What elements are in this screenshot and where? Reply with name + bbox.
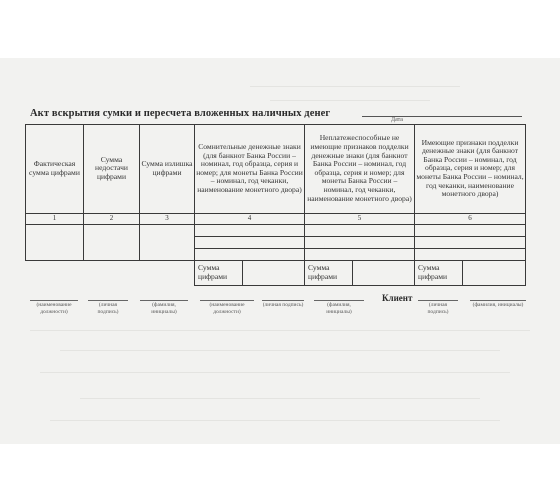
client-signature-caption: (личная подпись) <box>418 302 458 315</box>
col-shortage-header <box>84 125 140 214</box>
header-text: Сумма недостачи цифрами <box>95 154 128 182</box>
insolvent-entry-cell[interactable] <box>305 248 415 260</box>
counterfeit-entry-cell[interactable] <box>415 236 526 248</box>
col-counterfeit-header <box>415 125 526 214</box>
signature-caption: (личная подпись) <box>262 302 304 308</box>
date-label: Дата <box>391 117 403 123</box>
header-text: Сомнительные денежные знаки (для банкнот Банка России – номинал, год образца, серия и номер; для монеты Банка России – номинал, год чеканки, наименование монетного двора) <box>196 141 303 194</box>
signature-caption: (наименование должности) <box>30 302 78 315</box>
blank-area <box>26 260 195 285</box>
column-number: 5 <box>305 213 415 224</box>
doubtful-sum-field[interactable] <box>243 261 304 285</box>
insolvent-sum-field[interactable] <box>353 261 414 285</box>
bleed-through-line <box>30 330 530 331</box>
signature-caption: (личная подпись) <box>88 302 128 315</box>
insolvent-entry-cell[interactable] <box>305 236 415 248</box>
surplus-cell[interactable] <box>140 224 195 260</box>
client-name-caption: (фамилия, инициалы) <box>470 302 526 309</box>
insolvent-entry-cell[interactable] <box>305 224 415 236</box>
signature-caption: (фамилия, инициалы) <box>314 302 364 315</box>
sum-label: Сумма цифрами <box>305 261 353 285</box>
signature-caption: (фамилия, инициалы) <box>140 302 188 315</box>
actual-sum-cell[interactable] <box>26 224 84 260</box>
counterfeit-entry-cell[interactable] <box>415 248 526 260</box>
column-number: 1 <box>26 213 84 224</box>
col-doubtful-header <box>195 125 305 214</box>
column-number: 6 <box>415 213 526 224</box>
bleed-through-line <box>250 86 460 87</box>
bleed-through-line <box>40 372 510 373</box>
signature-caption: (наименование должности) <box>200 302 254 315</box>
col-actual-sum-header <box>26 125 84 214</box>
counterfeit-sum-cell <box>415 260 526 285</box>
header-text: Фактическая сумма цифрами <box>29 159 80 177</box>
header-text: Неплатежеспособные не имеющие признаков подделки денежные знаки (для банкнот Банка России – номинал, год образца, серия и номер; для монеты Банка России – номинал, год чеканки, наименование монетного двора) <box>307 133 412 203</box>
doubtful-entry-cell[interactable] <box>195 236 305 248</box>
bleed-through-line <box>50 420 500 421</box>
column-number: 2 <box>84 213 140 224</box>
column-number: 3 <box>140 213 195 224</box>
counterfeit-entry-cell[interactable] <box>415 224 526 236</box>
header-text: Сумма излишка цифрами <box>141 159 193 177</box>
sum-label: Сумма цифрами <box>415 261 463 285</box>
client-label: Клиент <box>382 293 413 303</box>
doubtful-entry-cell[interactable] <box>195 224 305 236</box>
insolvent-sum-cell <box>305 260 415 285</box>
column-number: 4 <box>195 213 305 224</box>
doubtful-entry-cell[interactable] <box>195 248 305 260</box>
counterfeit-sum-field[interactable] <box>463 261 525 285</box>
bleed-through-line <box>80 398 480 399</box>
col-surplus-header <box>140 125 195 214</box>
bleed-through-line <box>60 350 500 351</box>
sum-label: Сумма цифрами <box>195 261 243 285</box>
col-insolvent-header <box>305 125 415 214</box>
count-table <box>25 124 526 286</box>
doubtful-sum-cell <box>195 260 305 285</box>
bleed-through-line <box>270 100 430 101</box>
header-text: Имеющие признаки подделки денежные знаки (для банкнот Банка России – номинал, год образца, серия и номер; для монеты Банка России – номинал, год чеканки, наименование монетного двора) <box>416 137 524 199</box>
act-title: Акт вскрытия сумки и пересчета вложенных наличных денег <box>30 108 331 119</box>
shortage-cell[interactable] <box>84 224 140 260</box>
